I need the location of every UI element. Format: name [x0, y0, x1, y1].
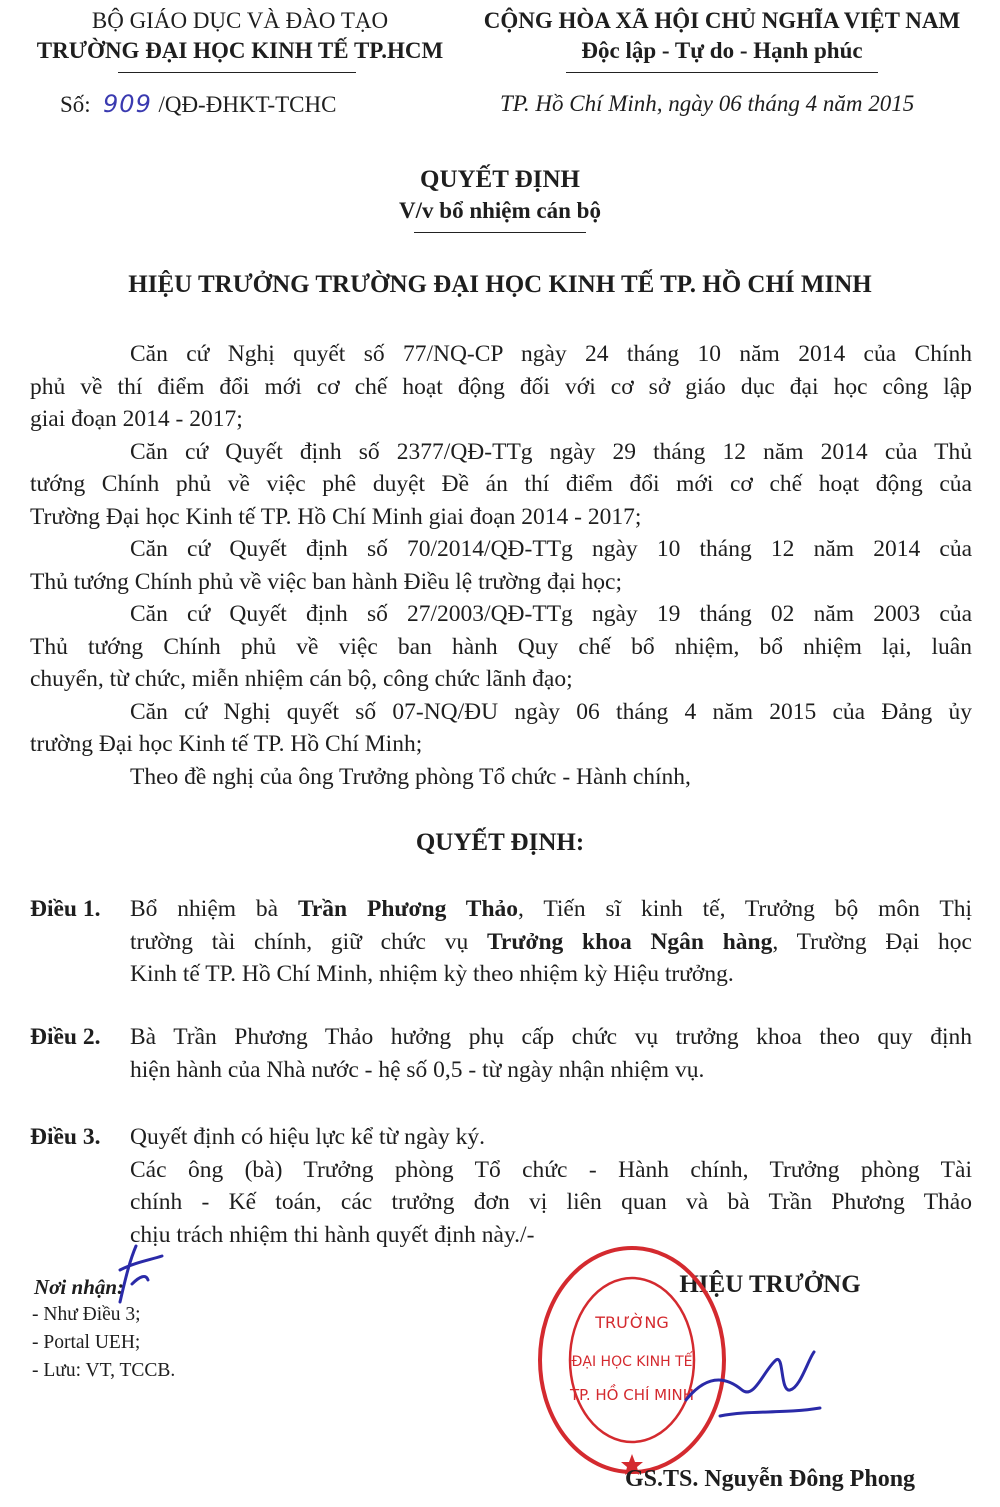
- preamble-item: [30, 696, 972, 761]
- place-date: TP. Hồ Chí Minh, ngày 06 tháng 4 năm 2015: [500, 91, 915, 116]
- preamble-line: Căn cứ Quyết định số 70/2014/QĐ-TTg ngày 10 tháng 12 năm 2014 của: [130, 536, 972, 562]
- number-prefix: Số:: [60, 92, 91, 117]
- article-2-body: [130, 1021, 972, 1086]
- preamble-item: [30, 533, 972, 598]
- preamble-line: Căn cứ Nghị quyết số 07-NQ/ĐU ngày 06 tháng 4 năm 2015 của Đảng ủy: [130, 698, 972, 725]
- document-number: [60, 88, 336, 121]
- handwritten-signature: [680, 1330, 840, 1430]
- preamble-item: [30, 436, 972, 534]
- preamble-item: [30, 761, 972, 794]
- article-1: [0, 893, 1000, 993]
- preamble-line: Thủ tướng Chính phủ về việc ban hành Điều lệ trường đại học;: [30, 568, 623, 595]
- ministry-name: BỘ GIÁO DỤC VÀ ĐÀO TẠO: [91, 8, 389, 33]
- article-line: Bà Trần Phương Thảo hưởng phụ cấp chức vụ trưởng khoa theo quy định: [130, 1024, 972, 1050]
- preamble: [30, 338, 972, 793]
- article-line: chính - Kế toán, các trưởng đơn vị liên quan và bà Trần Phương Thảo: [130, 1189, 972, 1215]
- signature-stroke: [686, 1352, 820, 1416]
- article-1-body: [130, 893, 972, 991]
- article-3-body: [130, 1121, 972, 1251]
- article-line: chịu trách nhiệm thi hành quyết định này./-: [130, 1221, 535, 1248]
- article-3: [0, 1121, 1000, 1256]
- motto-underline: [566, 72, 878, 73]
- document-title: QUYẾT ĐỊNH: [420, 166, 580, 193]
- preamble-line: Trường Đại học Kinh tế TP. Hồ Chí Minh giai đoạn 2014 - 2017;: [30, 503, 642, 530]
- article-line: Quyết định có hiệu lực kể từ ngày ký.: [130, 1124, 486, 1150]
- article-line: Các ông (bà) Trưởng phòng Tổ chức - Hành chính, Trưởng phòng Tài: [130, 1156, 972, 1183]
- preamble-line: Thủ tướng Chính phủ về việc ban hành Quy chế bổ nhiệm, bổ nhiệm lại, luân: [30, 633, 972, 660]
- article-line: hiện hành của Nhà nước - hệ số 0,5 - từ ngày nhận nhiệm vụ.: [130, 1056, 705, 1083]
- document-subject: V/v bổ nhiệm cán bộ: [399, 198, 601, 223]
- preamble-line: Theo đề nghị của ông Trưởng phòng Tổ chức - Hành chính,: [130, 763, 691, 790]
- signer-title: HIỆU TRƯỞNG: [679, 1271, 861, 1298]
- subject-underline: [414, 232, 586, 233]
- preamble-item: [30, 338, 972, 436]
- article-2: [0, 1021, 1000, 1091]
- initials-mark: [96, 1240, 176, 1310]
- article-line: Kinh tế TP. Hồ Chí Minh, nhiệm kỳ theo nhiệm kỳ Hiệu trưởng.: [130, 961, 734, 987]
- seal-line-1: TRƯỜNG: [595, 1313, 669, 1332]
- recipient-item: - Lưu: VT, TCCB.: [32, 1360, 176, 1381]
- seal-line-3: TP. HỒ CHÍ MINH: [569, 1386, 695, 1404]
- school-name: TRƯỜNG ĐẠI HỌC KINH TẾ TP.HCM: [36, 38, 444, 63]
- number-suffix: /QĐ-ĐHKT-TCHC: [158, 92, 337, 117]
- issuing-authority: HIỆU TRƯỞNG TRƯỜNG ĐẠI HỌC KINH TẾ TP. HỒ CHÍ MINH: [128, 271, 872, 298]
- preamble-line: Căn cứ Quyết định số 2377/QĐ-TTg ngày 29 tháng 12 năm 2014 của Thủ: [130, 438, 972, 465]
- decision-heading: QUYẾT ĐỊNH:: [415, 829, 585, 856]
- school-underline: [118, 72, 356, 73]
- preamble-line: trường Đại học Kinh tế TP. Hồ Chí Minh;: [30, 731, 423, 757]
- article-3-label: Điều 3.: [30, 1124, 101, 1150]
- republic-name: CỘNG HÒA XÃ HỘI CHỦ NGHĨA VIỆT NAM: [483, 8, 961, 33]
- text-run: , Tiến sĩ kinh tế, Trưởng bộ môn Thị: [518, 896, 973, 922]
- initials-stroke: [120, 1246, 162, 1302]
- text-run: trường tài chính, giữ chức vụ: [130, 928, 487, 955]
- text-run: Bổ nhiệm bà: [130, 896, 298, 922]
- article-line: [130, 893, 972, 926]
- text-run: , Trường Đại học: [772, 928, 972, 955]
- article-2-label: Điều 2.: [30, 1024, 101, 1050]
- preamble-line: phủ về thí điểm đổi mới cơ chế hoạt động đối với cơ sở giáo dục đại học công lập: [30, 373, 972, 400]
- preamble-line: tướng Chính phủ về việc phê duyệt Đề án thí điểm đổi mới cơ chế hoạt động của: [30, 471, 972, 497]
- number-handwritten: 909: [103, 90, 152, 118]
- article-1-label: Điều 1.: [30, 896, 101, 922]
- preamble-line: chuyển, từ chức, miễn nhiệm cán bộ, công chức lãnh đạo;: [30, 666, 573, 692]
- article-line: [130, 926, 972, 959]
- preamble-line: Căn cứ Quyết định số 27/2003/QĐ-TTg ngày 19 tháng 02 năm 2003 của: [130, 601, 972, 627]
- recipient-item: - Portal UEH;: [32, 1332, 141, 1353]
- recipients-list: [32, 1301, 175, 1385]
- preamble-line: Căn cứ Nghị quyết số 77/NQ-CP ngày 24 tháng 10 năm 2014 của Chính: [130, 341, 972, 367]
- signer-name: GS.TS. Nguyễn Đông Phong: [624, 1466, 916, 1492]
- seal-line-2: ĐẠI HỌC KINH TẾ: [571, 1354, 693, 1370]
- preamble-line: giai đoạn 2014 - 2017;: [30, 406, 243, 432]
- preamble-item: [30, 598, 972, 696]
- national-motto: Độc lập - Tự do - Hạnh phúc: [581, 38, 863, 63]
- recipient-item: - Như Điều 3;: [32, 1304, 141, 1325]
- position-title: Trưởng khoa Ngân hàng: [487, 928, 773, 955]
- appointee-name: Trần Phương Thảo: [297, 896, 519, 922]
- recipients-heading: Nơi nhận:: [34, 1275, 125, 1299]
